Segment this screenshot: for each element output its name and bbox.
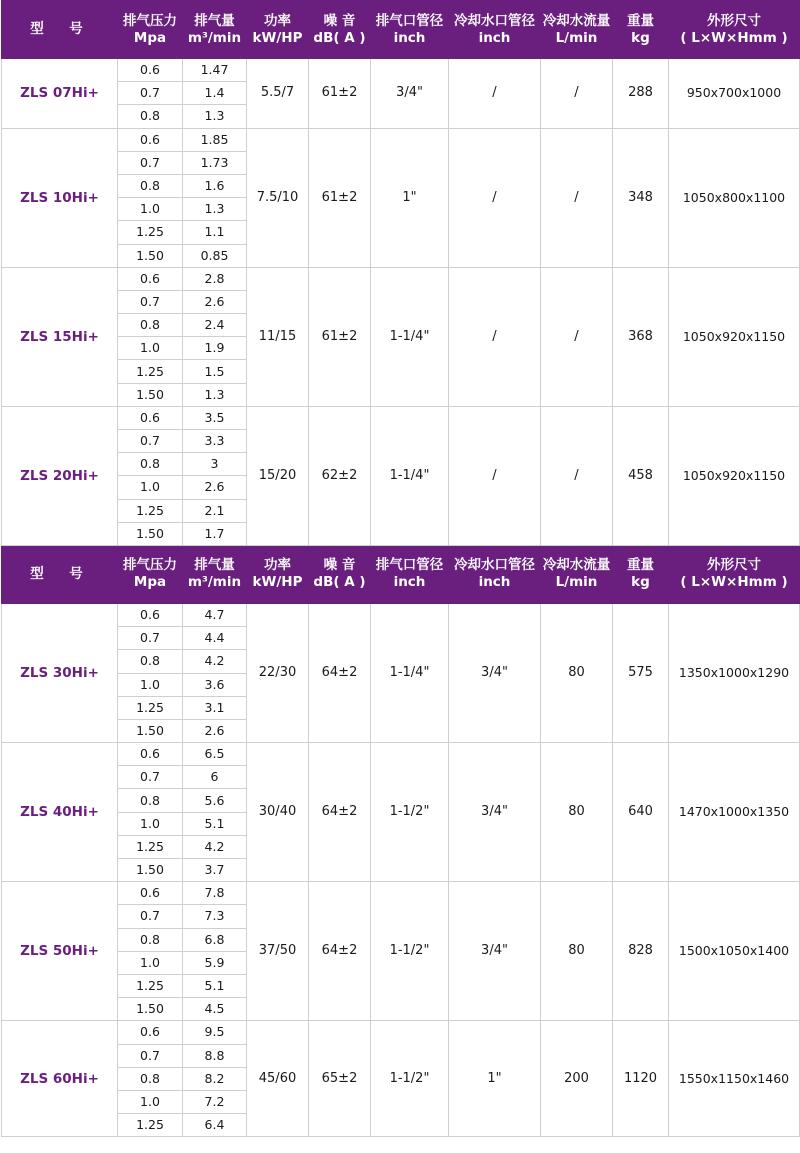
model-name: ZLS 30Hi+ [2, 603, 118, 742]
size-cell: 1050x920x1150 [669, 406, 800, 545]
model-name: ZLS 15Hi+ [2, 267, 118, 406]
cooling-port-cell: / [449, 406, 541, 545]
size-cell: 1050x800x1100 [669, 128, 800, 267]
header-label: 功率 [264, 12, 291, 29]
pressure-cell: 0.6 [118, 743, 183, 766]
header-cell-cool-flow [541, 1, 613, 59]
weight-cell: 458 [613, 406, 669, 545]
flow-cell: 3.5 [183, 406, 247, 429]
spec-table-body [2, 1, 800, 1137]
header-cell-cool-port [449, 545, 541, 603]
cooling-flow-cell: 200 [541, 1021, 613, 1137]
flow-cell: 3.7 [183, 859, 247, 882]
pressure-cell: 0.8 [118, 314, 183, 337]
flow-cell: 4.5 [183, 998, 247, 1021]
cooling-flow-cell: / [541, 128, 613, 267]
header-cell-weight [613, 1, 669, 59]
outlet-cell: 1-1/2" [371, 1021, 449, 1137]
header-unit: m³/min [187, 574, 242, 591]
flow-cell: 1.73 [183, 151, 247, 174]
noise-cell: 61±2 [309, 267, 371, 406]
outlet-cell: 1-1/4" [371, 406, 449, 545]
noise-cell: 64±2 [309, 603, 371, 742]
cooling-port-cell: 3/4" [449, 882, 541, 1021]
flow-cell: 6.8 [183, 928, 247, 951]
power-cell: 15/20 [247, 406, 309, 545]
header-label: 外形尺寸 [707, 12, 761, 29]
pressure-cell: 1.25 [118, 974, 183, 997]
pressure-cell: 0.7 [118, 290, 183, 313]
pressure-cell: 0.8 [118, 789, 183, 812]
header-cell-noise [309, 545, 371, 603]
header-label: 功率 [264, 557, 291, 574]
header-cell-weight [613, 545, 669, 603]
power-cell: 37/50 [247, 882, 309, 1021]
header-unit: kg [631, 29, 650, 46]
cooling-port-cell: 1" [449, 1021, 541, 1137]
header-label: 冷却水流量 [542, 12, 611, 29]
pressure-cell: 1.50 [118, 859, 183, 882]
pressure-cell: 1.0 [118, 1090, 183, 1113]
pressure-cell: 0.7 [118, 766, 183, 789]
header-label: 排气量 [194, 12, 235, 29]
pressure-cell: 0.6 [118, 406, 183, 429]
flow-cell: 5.6 [183, 789, 247, 812]
header-label: 外形尺寸 [707, 557, 761, 574]
cooling-flow-cell: 80 [541, 743, 613, 882]
flow-cell: 3.3 [183, 430, 247, 453]
table-row [2, 743, 800, 766]
cooling-flow-cell: / [541, 267, 613, 406]
flow-cell: 1.3 [183, 383, 247, 406]
header-label: 型 号 [30, 565, 89, 582]
pressure-cell: 1.50 [118, 383, 183, 406]
power-cell: 5.5/7 [247, 59, 309, 129]
flow-cell: 2.4 [183, 314, 247, 337]
flow-cell: 8.8 [183, 1044, 247, 1067]
header-cell-pressure [118, 545, 183, 603]
noise-cell: 65±2 [309, 1021, 371, 1137]
size-cell: 1550x1150x1460 [669, 1021, 800, 1137]
flow-cell: 5.1 [183, 812, 247, 835]
pressure-cell: 0.8 [118, 650, 183, 673]
flow-cell: 7.3 [183, 905, 247, 928]
outlet-cell: 1" [371, 128, 449, 267]
pressure-cell: 1.25 [118, 360, 183, 383]
flow-cell: 2.6 [183, 476, 247, 499]
flow-cell: 0.85 [183, 244, 247, 267]
flow-cell: 3 [183, 453, 247, 476]
flow-cell: 3.1 [183, 696, 247, 719]
header-label: 噪 音 [323, 12, 356, 29]
header-label: 排气压力 [123, 557, 177, 574]
weight-cell: 640 [613, 743, 669, 882]
flow-cell: 1.7 [183, 522, 247, 545]
flow-cell: 2.6 [183, 719, 247, 742]
power-cell: 7.5/10 [247, 128, 309, 267]
pressure-cell: 0.8 [118, 105, 183, 128]
pressure-cell: 1.0 [118, 951, 183, 974]
header-label: 重量 [627, 12, 654, 29]
table-row [2, 267, 800, 290]
flow-cell: 1.3 [183, 198, 247, 221]
pressure-cell: 0.8 [118, 174, 183, 197]
header-label: 排气压力 [123, 12, 177, 29]
flow-cell: 1.3 [183, 105, 247, 128]
pressure-cell: 0.6 [118, 267, 183, 290]
header-label: 排气口管径 [375, 557, 444, 574]
weight-cell: 575 [613, 603, 669, 742]
cooling-flow-cell: / [541, 406, 613, 545]
size-cell: 1470x1000x1350 [669, 743, 800, 882]
noise-cell: 61±2 [309, 128, 371, 267]
pressure-cell: 0.7 [118, 1044, 183, 1067]
pressure-cell: 0.6 [118, 603, 183, 626]
header-cell-power [247, 1, 309, 59]
pressure-cell: 0.6 [118, 1021, 183, 1044]
outlet-cell: 1-1/4" [371, 267, 449, 406]
header-row [2, 1, 800, 59]
cooling-port-cell: / [449, 128, 541, 267]
flow-cell: 1.47 [183, 59, 247, 82]
flow-cell: 6.5 [183, 743, 247, 766]
header-cell-cool-flow [541, 545, 613, 603]
header-unit: kW/HP [252, 574, 303, 591]
flow-cell: 4.4 [183, 627, 247, 650]
model-name: ZLS 50Hi+ [2, 882, 118, 1021]
pressure-cell: 0.7 [118, 627, 183, 650]
pressure-cell: 1.0 [118, 812, 183, 835]
pressure-cell: 0.6 [118, 128, 183, 151]
flow-cell: 1.6 [183, 174, 247, 197]
power-cell: 30/40 [247, 743, 309, 882]
cooling-port-cell: / [449, 59, 541, 129]
header-label: 重量 [627, 557, 654, 574]
header-unit: ( L×W×Hmm ) [680, 574, 788, 591]
pressure-cell: 1.50 [118, 522, 183, 545]
table-row [2, 603, 800, 626]
model-name: ZLS 60Hi+ [2, 1021, 118, 1137]
pressure-cell: 0.6 [118, 59, 183, 82]
flow-cell: 7.2 [183, 1090, 247, 1113]
flow-cell: 4.2 [183, 650, 247, 673]
pressure-cell: 1.25 [118, 221, 183, 244]
weight-cell: 288 [613, 59, 669, 129]
pressure-cell: 0.8 [118, 1067, 183, 1090]
header-cell-flow [183, 1, 247, 59]
table-row [2, 1021, 800, 1044]
flow-cell: 6.4 [183, 1114, 247, 1137]
flow-cell: 5.1 [183, 974, 247, 997]
flow-cell: 8.2 [183, 1067, 247, 1090]
flow-cell: 3.6 [183, 673, 247, 696]
flow-cell: 2.6 [183, 290, 247, 313]
size-cell: 950x700x1000 [669, 59, 800, 129]
flow-cell: 1.85 [183, 128, 247, 151]
header-unit: inch [393, 574, 426, 591]
header-unit: dB( A ) [313, 29, 366, 46]
noise-cell: 64±2 [309, 743, 371, 882]
model-name: ZLS 40Hi+ [2, 743, 118, 882]
header-unit: ( L×W×Hmm ) [680, 29, 788, 46]
header-unit: kW/HP [252, 29, 303, 46]
header-row [2, 545, 800, 603]
flow-cell: 9.5 [183, 1021, 247, 1044]
pressure-cell: 1.25 [118, 696, 183, 719]
flow-cell: 5.9 [183, 951, 247, 974]
size-cell: 1050x920x1150 [669, 267, 800, 406]
flow-cell: 1.9 [183, 337, 247, 360]
table-row [2, 882, 800, 905]
flow-cell: 1.5 [183, 360, 247, 383]
header-cell-model [2, 545, 118, 603]
header-label: 冷却水口管径 [454, 557, 535, 574]
weight-cell: 1120 [613, 1021, 669, 1137]
header-unit: L/min [555, 29, 598, 46]
cooling-port-cell: 3/4" [449, 603, 541, 742]
header-cell-model [2, 1, 118, 59]
header-cell-outlet [371, 545, 449, 603]
pressure-cell: 0.8 [118, 453, 183, 476]
pressure-cell: 0.7 [118, 151, 183, 174]
pressure-cell: 0.8 [118, 928, 183, 951]
flow-cell: 7.8 [183, 882, 247, 905]
table-row [2, 128, 800, 151]
flow-cell: 1.1 [183, 221, 247, 244]
pressure-cell: 0.7 [118, 905, 183, 928]
pressure-cell: 1.0 [118, 337, 183, 360]
header-label: 冷却水流量 [542, 557, 611, 574]
outlet-cell: 1-1/2" [371, 743, 449, 882]
pressure-cell: 1.0 [118, 476, 183, 499]
table-row [2, 406, 800, 429]
noise-cell: 61±2 [309, 59, 371, 129]
header-label: 型 号 [30, 21, 89, 37]
pressure-cell: 1.0 [118, 198, 183, 221]
model-name: ZLS 10Hi+ [2, 128, 118, 267]
pressure-cell: 1.50 [118, 244, 183, 267]
header-cell-cool-port [449, 1, 541, 59]
pressure-cell: 1.0 [118, 673, 183, 696]
table-row [2, 59, 800, 82]
pressure-cell: 1.25 [118, 835, 183, 858]
outlet-cell: 1-1/4" [371, 603, 449, 742]
header-cell-noise [309, 1, 371, 59]
outlet-cell: 1-1/2" [371, 882, 449, 1021]
header-cell-size [669, 1, 800, 59]
flow-cell: 2.1 [183, 499, 247, 522]
power-cell: 11/15 [247, 267, 309, 406]
header-label: 噪 音 [323, 557, 356, 574]
power-cell: 22/30 [247, 603, 309, 742]
header-unit: dB( A ) [313, 574, 366, 591]
cooling-port-cell: 3/4" [449, 743, 541, 882]
header-label: 排气口管径 [375, 12, 444, 29]
pressure-cell: 0.7 [118, 82, 183, 105]
header-unit: inch [478, 574, 511, 591]
header-unit: inch [393, 29, 426, 46]
header-unit: m³/min [187, 29, 242, 46]
flow-cell: 2.8 [183, 267, 247, 290]
size-cell: 1500x1050x1400 [669, 882, 800, 1021]
header-cell-flow [183, 545, 247, 603]
flow-cell: 4.7 [183, 603, 247, 626]
power-cell: 45/60 [247, 1021, 309, 1137]
header-label: 排气量 [194, 557, 235, 574]
flow-cell: 4.2 [183, 835, 247, 858]
pressure-cell: 0.6 [118, 882, 183, 905]
flow-cell: 6 [183, 766, 247, 789]
noise-cell: 62±2 [309, 406, 371, 545]
header-unit: inch [478, 29, 511, 46]
pressure-cell: 1.50 [118, 998, 183, 1021]
pressure-cell: 1.50 [118, 719, 183, 742]
noise-cell: 64±2 [309, 882, 371, 1021]
cooling-port-cell: / [449, 267, 541, 406]
weight-cell: 348 [613, 128, 669, 267]
spec-table [1, 0, 800, 1137]
model-name: ZLS 20Hi+ [2, 406, 118, 545]
header-cell-size [669, 545, 800, 603]
cooling-flow-cell: 80 [541, 882, 613, 1021]
header-cell-outlet [371, 1, 449, 59]
outlet-cell: 3/4" [371, 59, 449, 129]
model-name: ZLS 07Hi+ [2, 59, 118, 129]
pressure-cell: 0.7 [118, 430, 183, 453]
flow-cell: 1.4 [183, 82, 247, 105]
header-unit: kg [631, 574, 650, 591]
cooling-flow-cell: / [541, 59, 613, 129]
header-unit: L/min [555, 574, 598, 591]
header-cell-pressure [118, 1, 183, 59]
header-unit: Mpa [133, 574, 167, 591]
header-label: 冷却水口管径 [454, 12, 535, 29]
size-cell: 1350x1000x1290 [669, 603, 800, 742]
pressure-cell: 1.25 [118, 1114, 183, 1137]
cooling-flow-cell: 80 [541, 603, 613, 742]
weight-cell: 828 [613, 882, 669, 1021]
pressure-cell: 1.25 [118, 499, 183, 522]
weight-cell: 368 [613, 267, 669, 406]
header-cell-power [247, 545, 309, 603]
header-unit: Mpa [133, 29, 167, 46]
